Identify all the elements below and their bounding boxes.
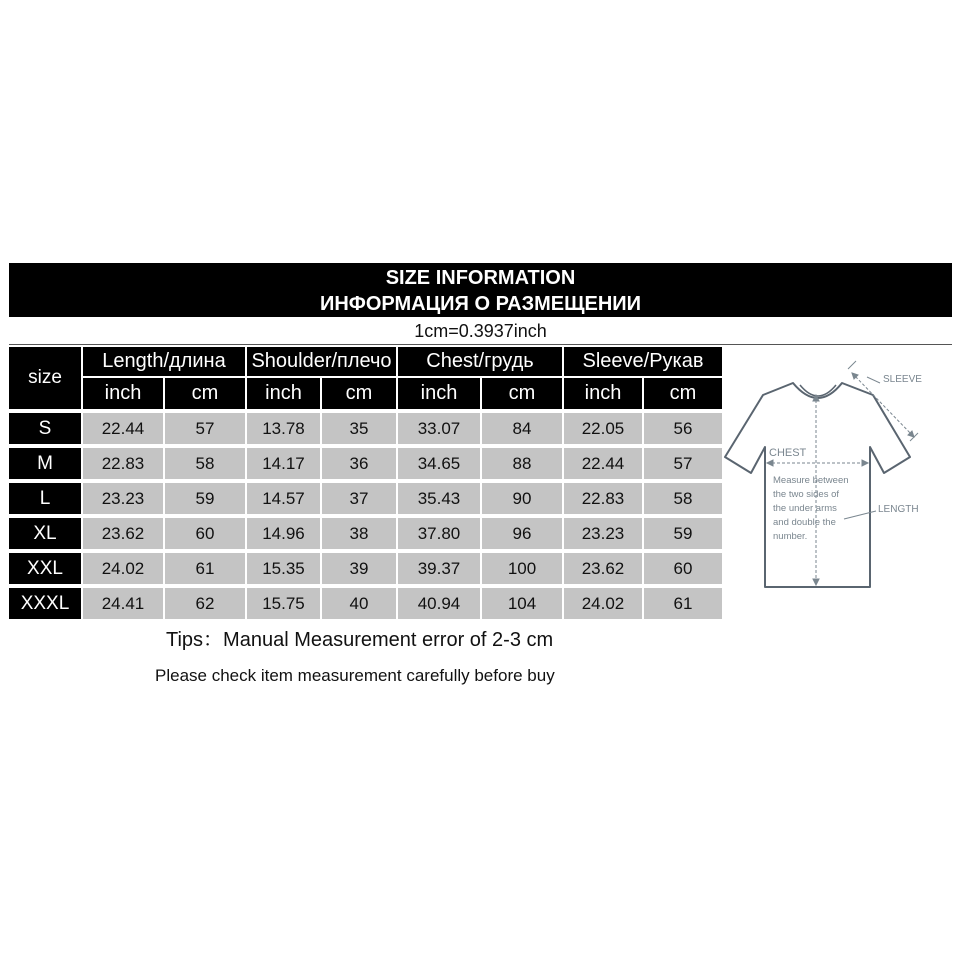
- unit-header-cm: cm: [644, 378, 722, 409]
- table-cell: 23.62: [83, 518, 163, 549]
- size-label: M: [9, 448, 81, 479]
- table-cell: 58: [165, 448, 245, 479]
- table-cell: 58: [644, 483, 722, 514]
- table-cell: 56: [644, 413, 722, 444]
- group-header: Sleeve/Рукав: [564, 347, 722, 376]
- size-label: XXL: [9, 553, 81, 584]
- table-cell: 57: [165, 413, 245, 444]
- size-label: XL: [9, 518, 81, 549]
- chest-note-line-2: the two sides of: [773, 489, 840, 500]
- table-cell: 40.94: [398, 588, 480, 619]
- table-cell: 22.44: [564, 448, 642, 479]
- chest-note-line-4: and double the: [773, 517, 836, 528]
- chest-label: CHEST: [769, 447, 807, 459]
- table-cell: 13.78: [247, 413, 320, 444]
- table-cell: 38: [322, 518, 396, 549]
- table-cell: 96: [482, 518, 562, 549]
- table-cell: 23.62: [564, 553, 642, 584]
- table-cell: 15.75: [247, 588, 320, 619]
- unit-header-inch: inch: [398, 378, 480, 409]
- size-label: L: [9, 483, 81, 514]
- group-header: Length/длина: [83, 347, 245, 376]
- table-cell: 39: [322, 553, 396, 584]
- unit-header-inch: inch: [83, 378, 163, 409]
- banner-title-ru: ИНФОРМАЦИЯ О РАЗМЕЩЕНИИ: [319, 293, 642, 315]
- table-cell: 59: [644, 518, 722, 549]
- size-label: XXXL: [9, 588, 81, 619]
- table-cell: 14.96: [247, 518, 320, 549]
- table-cell: 37: [322, 483, 396, 514]
- table-cell: 23.23: [564, 518, 642, 549]
- table-cell: 22.83: [83, 448, 163, 479]
- table-cell: 23.23: [83, 483, 163, 514]
- group-header: Shoulder/плечо: [247, 347, 396, 376]
- chest-note-line-3: the under arms: [773, 503, 837, 514]
- table-cell: 39.37: [398, 553, 480, 584]
- chest-note-line-1: Measure between: [773, 475, 849, 486]
- size-label: S: [9, 413, 81, 444]
- table-cell: 61: [644, 588, 722, 619]
- table-cell: 100: [482, 553, 562, 584]
- table-cell: 60: [644, 553, 722, 584]
- unit-conversion: 1cm=0.3937inch: [9, 318, 952, 345]
- table-cell: 61: [165, 553, 245, 584]
- table-cell: 14.57: [247, 483, 320, 514]
- table-cell: 22.05: [564, 413, 642, 444]
- table-cell: 59: [165, 483, 245, 514]
- group-header: Chest/грудь: [398, 347, 562, 376]
- unit-header-cm: cm: [165, 378, 245, 409]
- table-cell: 57: [644, 448, 722, 479]
- table-cell: 14.17: [247, 448, 320, 479]
- table-cell: 22.44: [83, 413, 163, 444]
- tips-text: Tips：Manual Measurement error of 2-3 cm: [166, 629, 554, 651]
- table-cell: 37.80: [398, 518, 480, 549]
- table-cell: 15.35: [247, 553, 320, 584]
- banner-title-en: SIZE INFORMATION: [385, 267, 576, 289]
- table-cell: 34.65: [398, 448, 480, 479]
- table-cell: 90: [482, 483, 562, 514]
- table-cell: 104: [482, 588, 562, 619]
- chest-note-line-5: number.: [773, 531, 808, 542]
- unit-header-inch: inch: [564, 378, 642, 409]
- unit-header-cm: cm: [322, 378, 396, 409]
- table-cell: 62: [165, 588, 245, 619]
- unit-header-cm: cm: [482, 378, 562, 409]
- table-cell: 36: [322, 448, 396, 479]
- table-cell: 88: [482, 448, 562, 479]
- size-info-banner: [9, 263, 952, 317]
- size-column-header: size: [9, 347, 81, 409]
- table-cell: 60: [165, 518, 245, 549]
- length-label: LENGTH: [878, 504, 919, 515]
- sleeve-label: SLEEVE: [883, 374, 922, 385]
- table-cell: 84: [482, 413, 562, 444]
- table-cell: 35: [322, 413, 396, 444]
- tshirt-diagram: [720, 355, 955, 610]
- table-cell: 24.41: [83, 588, 163, 619]
- table-cell: 33.07: [398, 413, 480, 444]
- measurement-note: Please check item measurement carefully before buy: [155, 666, 555, 685]
- table-cell: 22.83: [564, 483, 642, 514]
- table-cell: 40: [322, 588, 396, 619]
- table-cell: 35.43: [398, 483, 480, 514]
- table-cell: 24.02: [564, 588, 642, 619]
- unit-header-inch: inch: [247, 378, 320, 409]
- table-cell: 24.02: [83, 553, 163, 584]
